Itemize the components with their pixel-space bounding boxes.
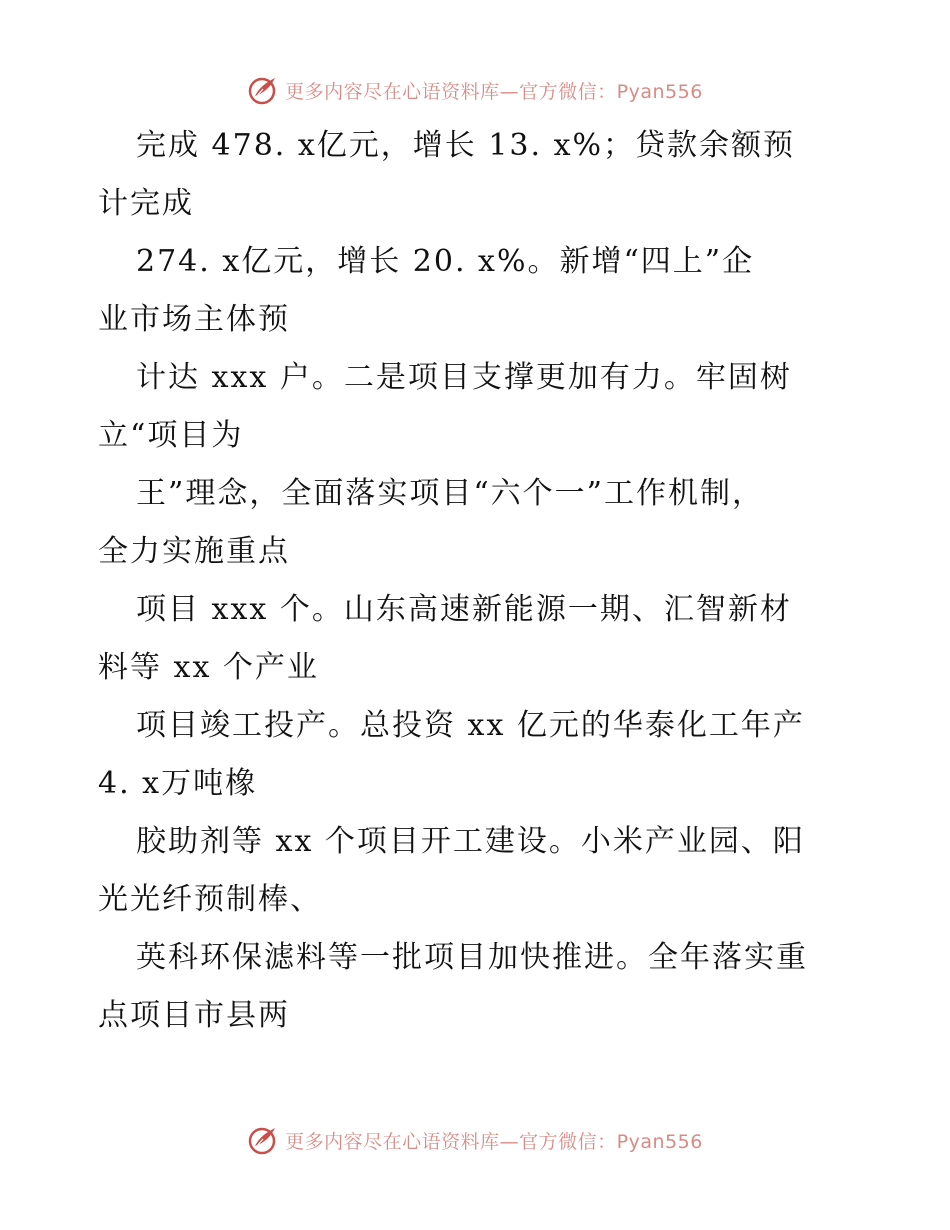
- text-line: 王”理念，全面落实项目“六个一”工作机制，: [136, 476, 765, 511]
- text-line: 业市场主体预: [98, 302, 290, 337]
- text-line: 光光纤预制棒、: [98, 882, 322, 917]
- header-watermark: [0, 70, 950, 110]
- text-line: 料等 xx 个产业: [98, 650, 319, 685]
- footer-watermark: [0, 1120, 950, 1160]
- text-line: 点项目市县两: [98, 998, 290, 1033]
- text-line: 4. x万吨橡: [98, 766, 258, 801]
- text-line: 完成 478. x亿元，增长 13. x%；贷款余额预: [136, 128, 795, 163]
- watermark-text: 更多内容尽在心语资料库—官方微信：Pyan556: [285, 80, 703, 103]
- text-line: 胶助剂等 xx 个项目开工建设。小米产业园、阳: [136, 824, 805, 859]
- text-line: 项目竣工投产。总投资 xx 亿元的华泰化工年产: [136, 708, 805, 743]
- text-line: 立“项目为: [98, 418, 244, 453]
- text-line: 项目 xxx 个。山东高速新能源一期、汇智新材: [136, 592, 792, 627]
- text-line: 计完成: [98, 186, 194, 221]
- document-body: [98, 117, 858, 1045]
- watermark-text: 更多内容尽在心语资料库—官方微信：Pyan556: [285, 1130, 703, 1153]
- text-line: 全力实施重点: [98, 534, 290, 569]
- text-line: 英科环保滤料等一批项目加快推进。全年落实重: [136, 940, 808, 975]
- quill-logo-icon: [247, 74, 279, 106]
- text-line: 计达 xxx 户。二是项目支撑更加有力。牢固树: [136, 360, 792, 395]
- quill-logo-icon: [247, 1124, 279, 1156]
- text-line: 274. x亿元，增长 20. x%。新增“四上”企: [136, 244, 755, 279]
